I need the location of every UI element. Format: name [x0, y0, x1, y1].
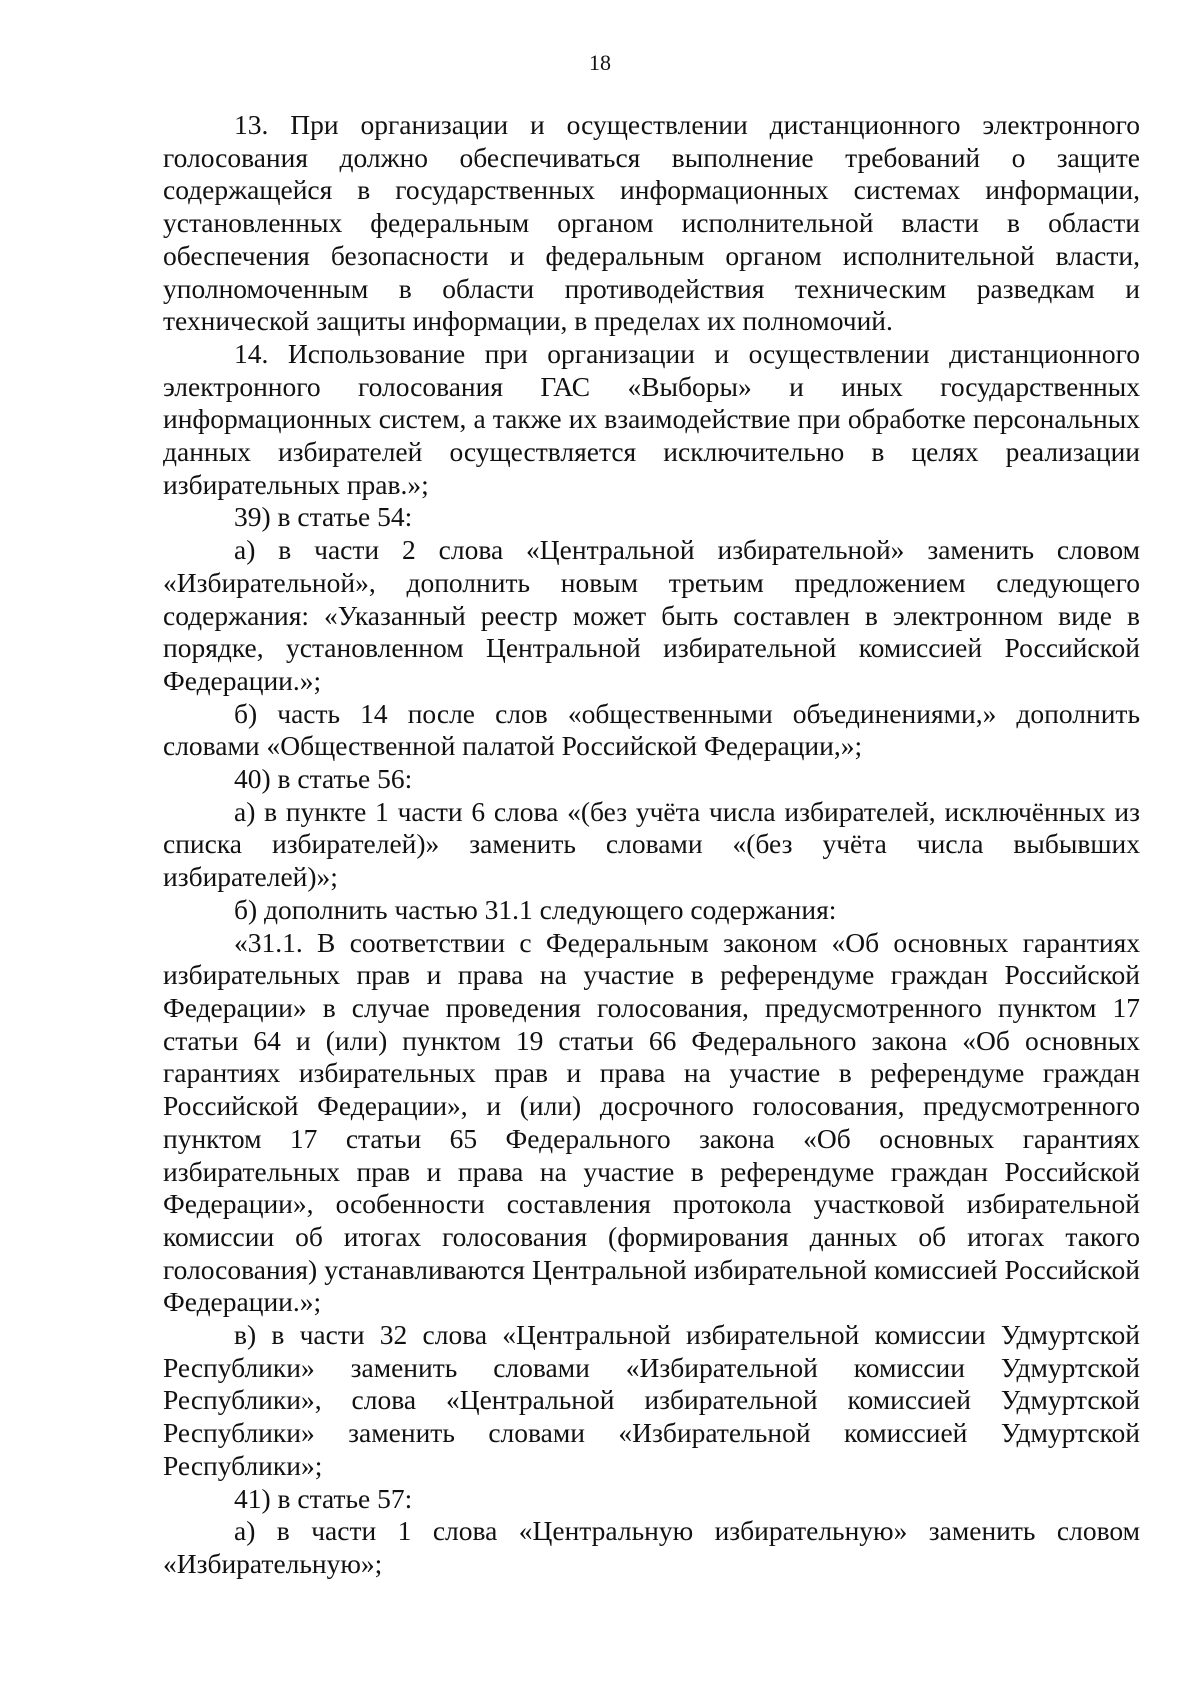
paragraph-14: 14. Использование при организации и осуществлении дистанционного электронного голосования ГАС «Выборы» и иных государственных информационных систем, а также их взаимодействие при обработке персональных данных избирателей осуществляется исключительно в целях реализации избирательных прав.»; [163, 337, 1140, 500]
item-41-a: а) в части 1 слова «Центральную избирательную» заменить словом «Избирательную»; [163, 1515, 1140, 1579]
item-39-b: б) часть 14 после слов «общественными объединениями,» дополнить словами «Общественной палатой Российской Федерации,»; [163, 697, 1140, 762]
item-39-heading: 39) в статье 54: [234, 501, 413, 533]
item-40-heading: 40) в статье 56: [234, 763, 413, 795]
item-41-heading: 41) в статье 57: [234, 1482, 413, 1514]
item-40-v: в) в части 32 слова «Центральной избирательной комиссии Удмуртской Республики» заменить словами «Избирательной комиссии Удмуртской Республики», слова «Центральной избирательной комиссией Удмуртской Республики» заменить словами «Избирательной комиссией Удмуртской Республики»; [163, 1319, 1140, 1481]
item-39-a: а) в части 2 слова «Центральной избирательной» заменить словом «Избирательной», дополнить новым третьим предложением следующего содержания: «Указанный реестр может быть составлен в электронном виде в порядке, установленном Центральной избирательной комиссией Российской Федерации.»; [163, 534, 1140, 696]
item-40-b-quote-31-1: «31.1. В соответствии с Федеральным законом «Об основных гарантиях избирательных прав и права на участие в референдуме граждан Российской Федерации» в случае проведения голосования, предусмотренного пунктом 17 статьи 64 и (или) пунктом 19 статьи 66 Федерального закона «Об основных гарантиях избирательных прав и права на участие в референдуме граждан Российской Федерации», и (или) досрочного голосования, предусмотренного пунктом 17 статьи 65 Федерального закона «Об основных гарантиях избирательных прав и права на участие в референдуме граждан Российской Федерации», особенности составления протокола участковой избирательной комиссии об итогах голосования (формирования данных об итогах такого голосования) устанавливаются Центральной избирательной комиссией Российской Федерации.»; [163, 926, 1140, 1318]
page-number: 18 [589, 50, 611, 75]
paragraph-13: 13. При организации и осуществлении дистанционного электронного голосования должно обеспечиваться выполнение требований о защите содержащейся в государственных информационных системах информации, установленных федеральным органом исполнительной власти в области обеспечения безопасности и федеральным органом исполнительной власти, уполномоченным в области противодействия техническим разведкам и технической защиты информации, в пределах их полномочий. [163, 109, 1140, 337]
item-40-b: б) дополнить частью 31.1 следующего содержания: [234, 893, 837, 925]
document-body [163, 109, 1140, 1581]
item-40-a: а) в пункте 1 части 6 слова «(без учёта числа избирателей, исключённых из списка избирателей)» заменить словами «(без учёта числа выбывших избирателей)»; [163, 795, 1140, 893]
